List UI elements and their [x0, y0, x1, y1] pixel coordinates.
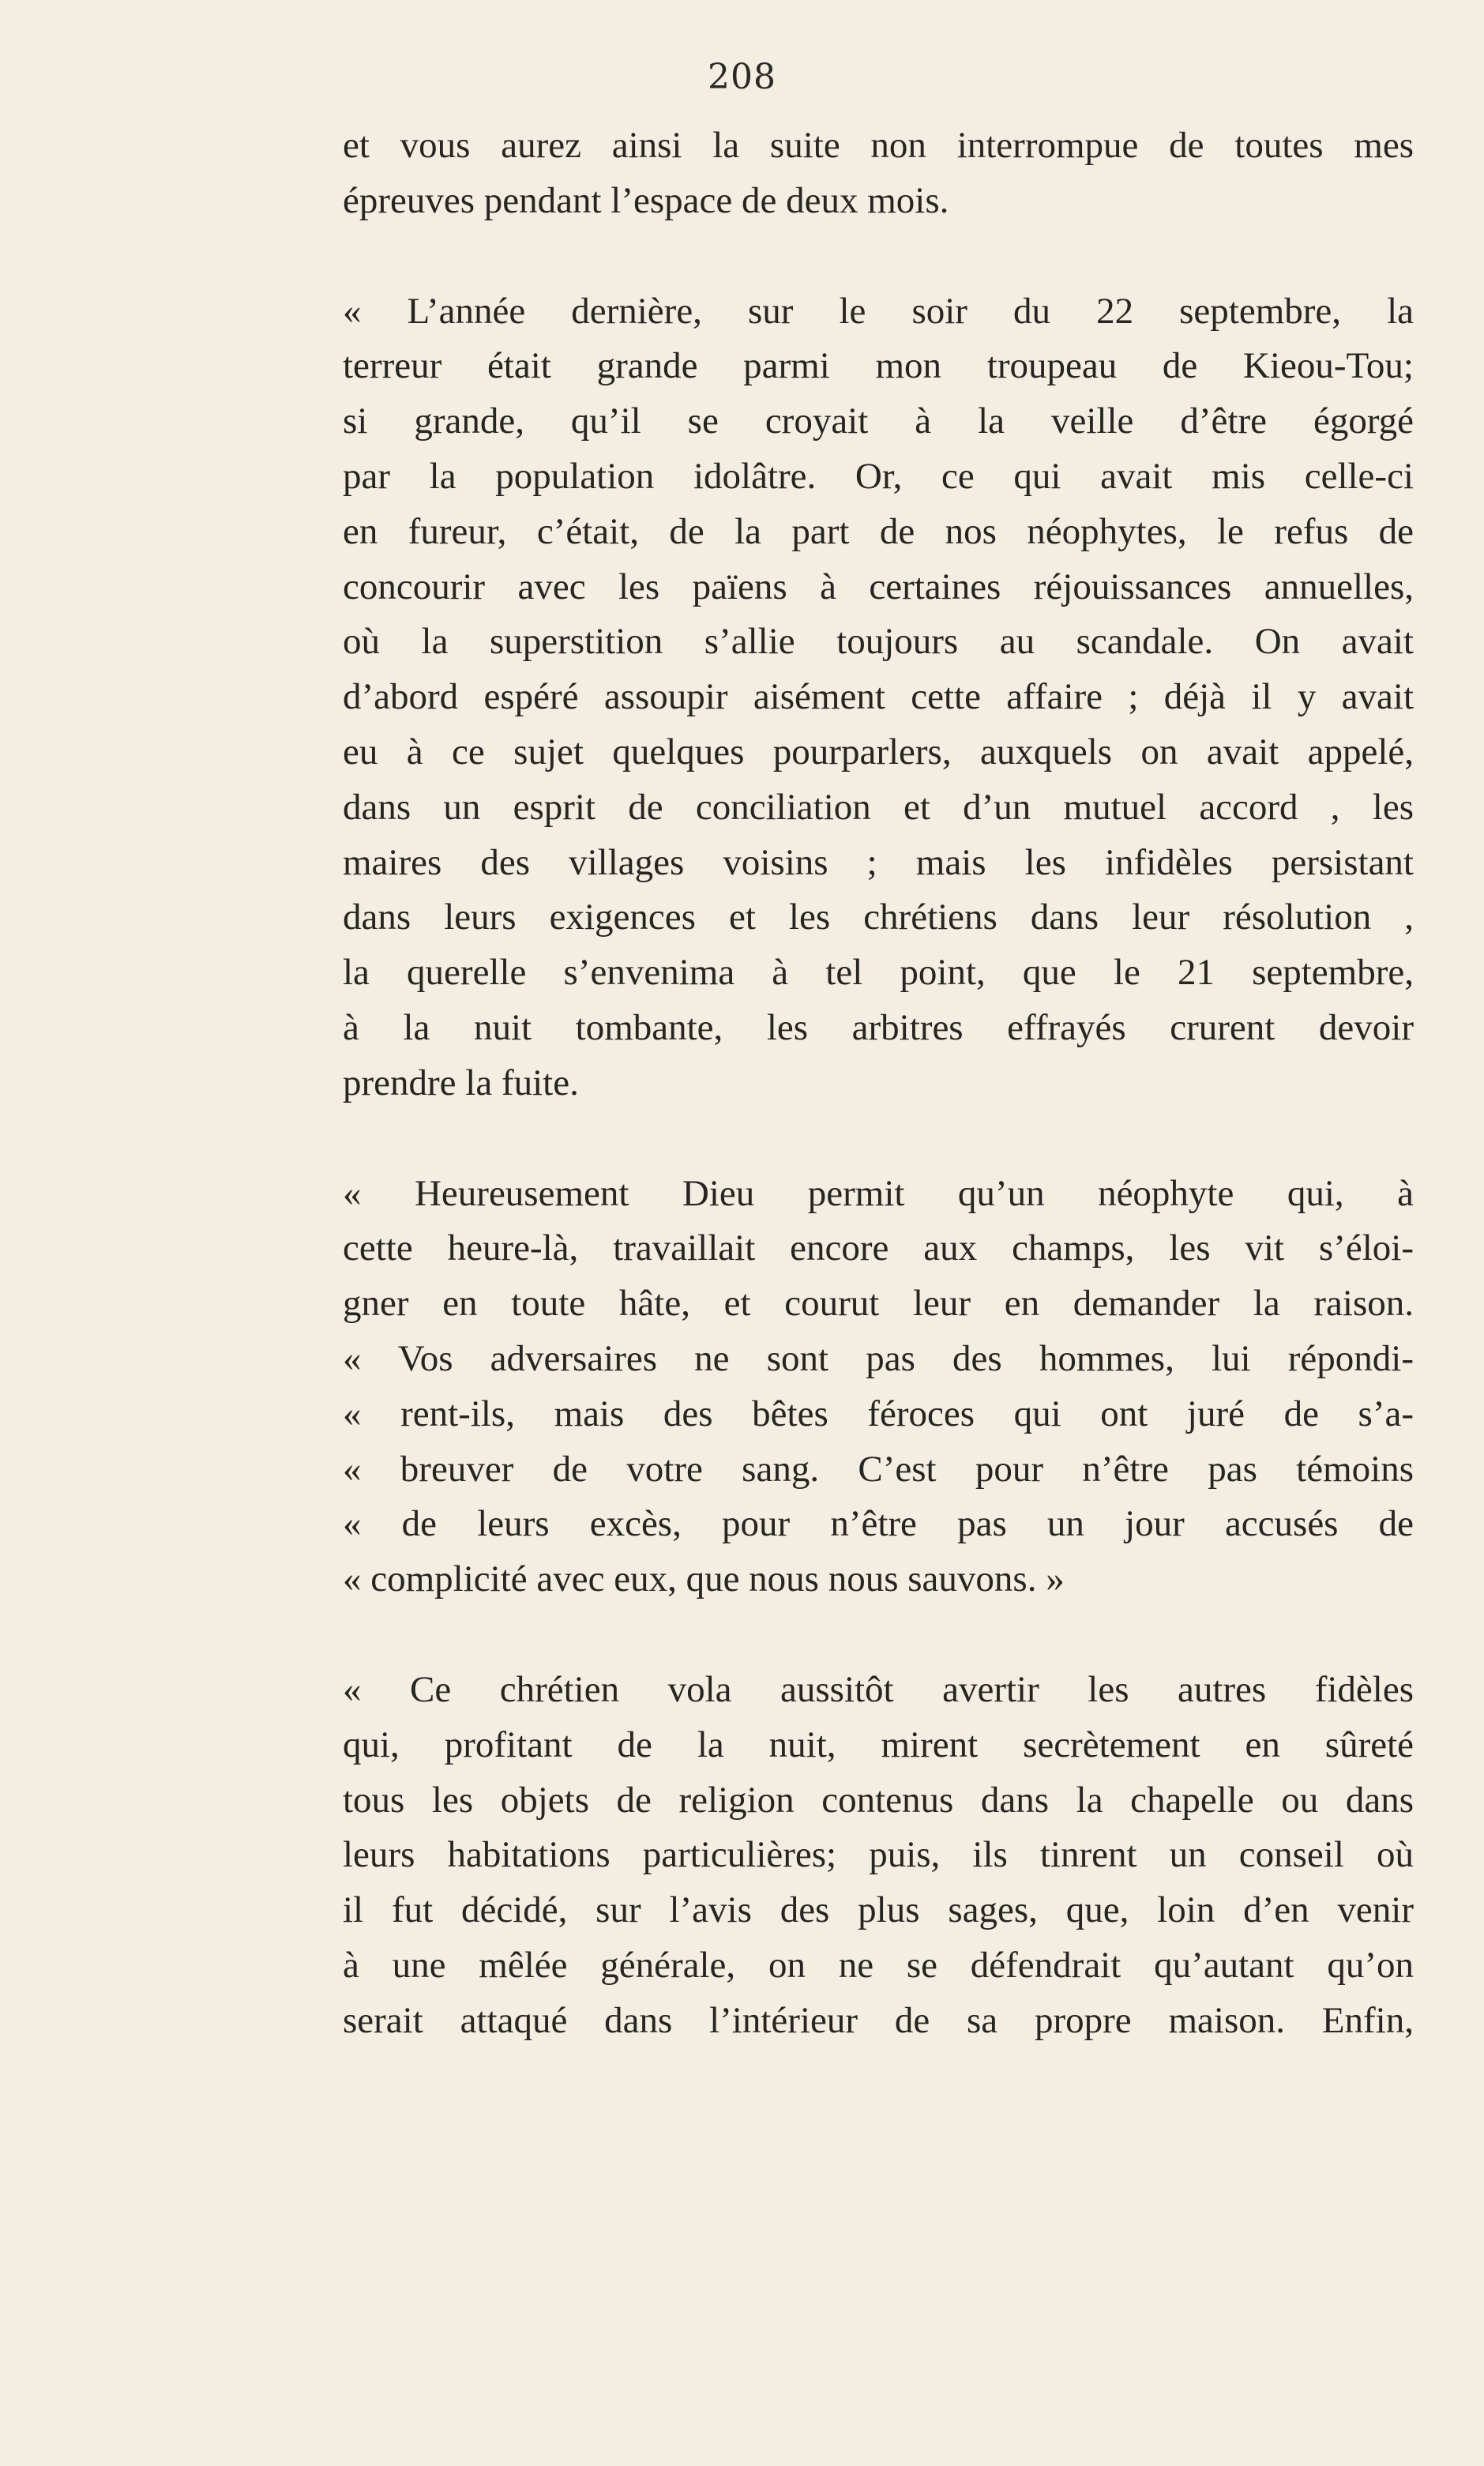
text-line: « Heureusement Dieu permit qu’un néophyte qui, à	[343, 1172, 1414, 1214]
text-line: épreuves pendant l’espace de deux mois.	[343, 179, 949, 221]
text-line: en fureur, c’était, de la part de nos néophytes, le refus de	[343, 510, 1414, 552]
text-line: « L’année dernière, sur le soir du 22 septembre, la	[343, 290, 1414, 332]
text-line: cette heure-là, travaillait encore aux champs, les vit s’éloi-	[343, 1227, 1414, 1269]
text-line: par la population idolâtre. Or, ce qui avait mis celle-ci	[343, 455, 1414, 497]
text-line: « Vos adversaires ne sont pas des hommes, lui répondi-	[343, 1337, 1414, 1379]
text-line: terreur était grande parmi mon troupeau de Kieou-Tou;	[343, 345, 1414, 387]
text-line: « complicité avec eux, que nous nous sauvons. »	[343, 1558, 1065, 1600]
text-line: à la nuit tombante, les arbitres effrayés crurent devoir	[343, 1006, 1414, 1048]
text-line: dans un esprit de conciliation et d’un mutuel accord , les	[343, 786, 1414, 828]
text-line: prendre la fuite.	[343, 1062, 579, 1103]
text-line: « de leurs excès, pour n’être pas un jour accusés de	[343, 1503, 1414, 1545]
text-line: dans leurs exigences et les chrétiens dans leur résolution ,	[343, 897, 1414, 938]
text-line: concourir avec les païens à certaines réjouissances annuelles,	[343, 566, 1414, 607]
paragraph-3	[343, 1167, 1414, 1607]
text-line: « breuver de votre sang. C’est pour n’être pas témoins	[343, 1448, 1414, 1490]
body-text	[343, 118, 1414, 2049]
text-line: qui, profitant de la nuit, mirent secrètement en sûreté	[343, 1724, 1414, 1765]
paragraph-gap	[343, 1607, 1414, 1663]
page-number: 208	[708, 57, 776, 97]
text-line: tous les objets de religion contenus dans la chapelle ou dans	[343, 1779, 1414, 1821]
text-line: la querelle s’envenima à tel point, que le 21 septembre,	[343, 952, 1414, 994]
text-line: eu à ce sujet quelques pourparlers, auxquels on avait appelé,	[343, 731, 1414, 773]
text-line: gner en toute hâte, et courut leur en demander la raison.	[343, 1283, 1414, 1325]
paragraph-2	[343, 284, 1414, 1111]
text-line: « rent-ils, mais des bêtes féroces qui ont juré de s’a-	[343, 1393, 1414, 1434]
paragraph-1	[343, 118, 1414, 229]
text-line: leurs habitations particulières; puis, ils tinrent un conseil où	[343, 1834, 1414, 1876]
text-line: où la superstition s’allie toujours au scandale. On avait	[343, 621, 1414, 663]
text-line: si grande, qu’il se croyait à la veille d’être égorgé	[343, 400, 1414, 442]
paragraph-4	[343, 1663, 1414, 2049]
text-line: « Ce chrétien vola aussitôt avertir les autres fidèles	[343, 1668, 1414, 1710]
paragraph-gap	[343, 1111, 1414, 1167]
text-line: et vous aurez ainsi la suite non interrompue de toutes mes	[343, 125, 1414, 166]
text-line: d’abord espéré assoupir aisément cette affaire ; déjà il y avait	[343, 676, 1414, 718]
text-line: serait attaqué dans l’intérieur de sa propre maison. Enfin,	[343, 1999, 1414, 2041]
text-line: maires des villages voisins ; mais les infidèles persistant	[343, 841, 1414, 883]
paragraph-gap	[343, 229, 1414, 284]
text-line: à une mêlée générale, on ne se défendrait qu’autant qu’on	[343, 1944, 1414, 1986]
text-line: il fut décidé, sur l’avis des plus sages, que, loin d’en venir	[343, 1889, 1414, 1931]
